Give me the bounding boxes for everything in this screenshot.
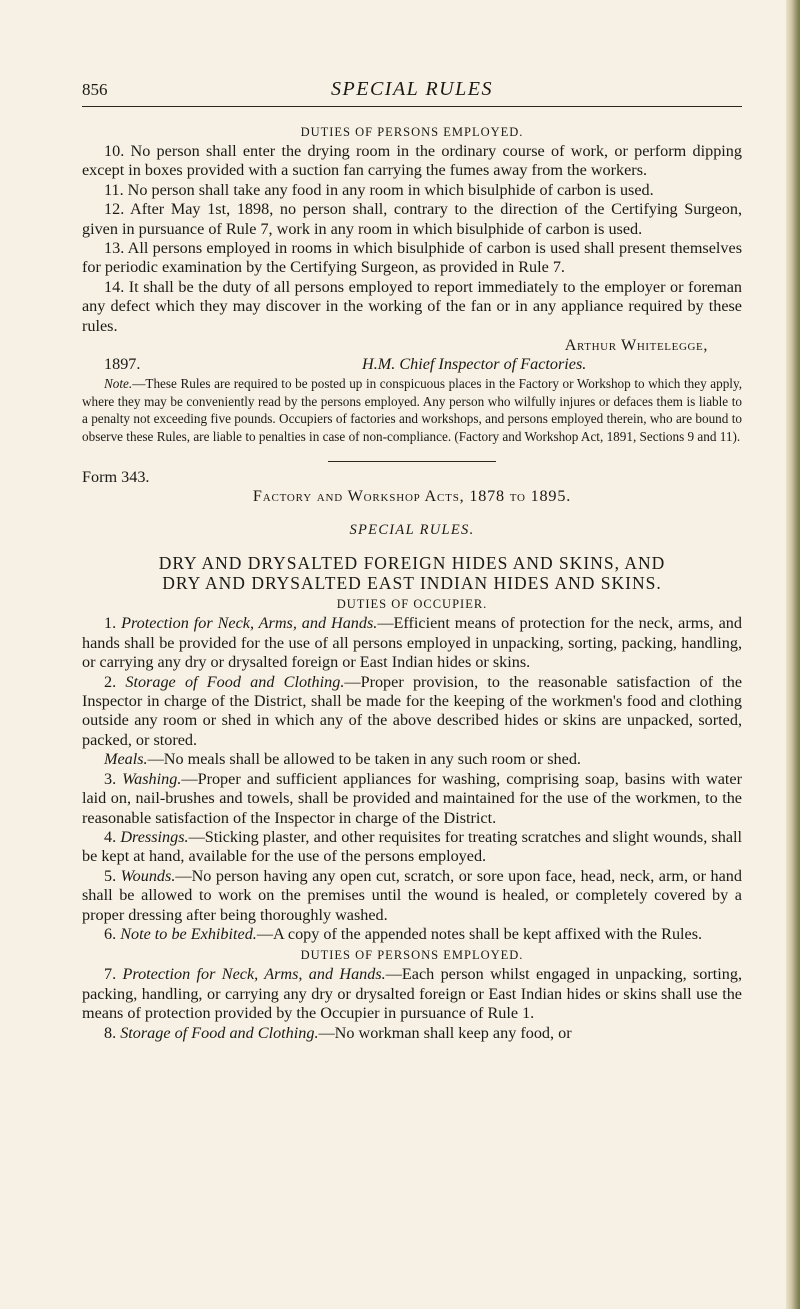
rule-12: 12. After May 1st, 1898, no person shall, contrary to the direction of the Certifying Surgeon, given in pursuance of Rule 7, work in any room in which bisulphide of carbon is used. <box>82 200 742 238</box>
employed-rule-7 <box>82 965 742 1023</box>
rule-number: 3. <box>104 769 117 788</box>
rule-title: Washing. <box>122 769 182 788</box>
note-text: —These Rules are required to be posted up in conspicuous places in the Factory or Workshop to which they apply, where they may be conveniently read by the persons employed. Any person who wilfully injures or defaces them is liable to a penalty not exceeding five pounds. Occupiers of factories and workshops, and persons employed therein, who are bound to observe these Rules, are liable to penalties in case of non-compliance. (Factory and Workshop Act, 1891, Sections 9 and 11). <box>82 376 742 444</box>
occupier-heading: DUTIES OF OCCUPIER. <box>336 597 488 612</box>
employed-heading: DUTIES OF PERSONS EMPLOYED. <box>300 948 524 963</box>
signature-line <box>82 355 742 375</box>
rule-title: Storage of Food and Clothing. <box>120 1023 319 1042</box>
rule-title: Storage of Food and Clothing. <box>125 672 345 691</box>
occupier-rule-1 <box>82 614 742 672</box>
signature-name: Arthur Whitelegge, <box>564 336 708 355</box>
rule-text: —A copy of the appended notes shall be kept affixed with the Rules. <box>256 924 703 943</box>
rule-number: 1. <box>104 614 117 633</box>
running-header <box>82 74 742 104</box>
rule-number: 8. <box>104 1023 117 1042</box>
occupier-rule-meals <box>82 750 742 769</box>
rule-number: 4. <box>104 827 117 846</box>
rule-13: 13. All persons employed in rooms in which bisulphide of carbon is used shall present themselves for periodic examination by the Certifying Surgeon, as provided in Rule 7. <box>82 239 742 277</box>
special-rules-heading: SPECIAL RULES. <box>349 522 475 539</box>
rule-text: —Proper provision, to the reasonable satisfaction of the Inspector in charge of the District, shall be made for the keeping of the workmen's food and clothing outside any room or shed in which any of the above described hides or skins are unpacked, sorted, packed, or stored. <box>82 672 743 749</box>
rule-number: 7. <box>104 965 117 984</box>
running-title: SPECIAL RULES <box>331 78 493 100</box>
note-label: Note. <box>104 376 133 392</box>
rule-number: 6. <box>104 924 117 943</box>
rule-text: —Sticking plaster, and other requisites for treating scratches and slight wounds, shall be kept at hand, available for the use of the persons employed. <box>82 827 743 866</box>
occupier-rule-2 <box>82 673 742 751</box>
signature-year: 1897. <box>104 355 141 374</box>
page-edge <box>786 0 800 1309</box>
rule-text: —Efficient means of protection for the neck, arms, and hands shall be provided for the use of all persons employed in unpacking, sorting, packing, handling, or carrying any dry or drysalted foreign or East Indian hides or skins. <box>82 614 742 672</box>
occupier-rule-5 <box>82 867 742 925</box>
page-number: 856 <box>82 80 108 99</box>
note-paragraph <box>82 375 742 445</box>
document-page <box>82 74 742 1043</box>
occupier-rule-3 <box>82 770 742 828</box>
acts-heading: Factory and Workshop Acts, 1878 to 1895. <box>252 487 572 506</box>
occupier-rule-4 <box>82 828 742 867</box>
rule-number: 2. <box>104 672 117 691</box>
occupier-rule-6 <box>82 925 742 944</box>
rule-title: Protection for Neck, Arms, and Hands. <box>122 965 386 984</box>
rule-title: Note to be Exhibited. <box>120 924 257 943</box>
header-rule <box>82 106 742 107</box>
rule-title: Meals. <box>104 750 148 769</box>
rule-text: —No meals shall be allowed to be taken in any such room or shed. <box>147 750 581 769</box>
rule-text: —No person having any open cut, scratch, or sore upon face, head, neck, arm, or hand shall be allowed to work on the premises until the wound is healed, or completely covered by a proper dressing after being thoroughly washed. <box>82 866 742 924</box>
employed-rule-8 <box>82 1024 742 1043</box>
form-number: Form 343. <box>82 468 150 487</box>
rule-text: —Each person whilst engaged in unpacking, sorting, packing, handling, or carrying any dry or drysalted foreign or East Indian hides or skins shall use the means of protection provided by the Occupier in pursuance of Rule 1. <box>82 965 743 1023</box>
rule-10: 10. No person shall enter the drying room in the ordinary course of work, or perform dipping except in boxes provided with a suction fan carrying the fumes away from the workers. <box>82 142 742 180</box>
rule-title: Wounds. <box>120 866 176 885</box>
rule-title: Protection for Neck, Arms, and Hands. <box>121 614 378 633</box>
section-divider <box>328 461 496 462</box>
rule-text: —Proper and sufficient appliances for washing, comprising soap, basins with water laid on, nail-brushes and towels, shall be provided and maintained for the use of the workmen, to the reasonable satisfaction of the Inspector in charge of the District. <box>82 769 742 827</box>
rule-number: 5. <box>104 866 117 885</box>
rule-14: 14. It shall be the duty of all persons employed to report immediately to the employer or foreman any defect which they may discover in the working of the fan or in any appliance required by these rules. <box>82 277 742 335</box>
rule-title: Dressings. <box>120 827 189 846</box>
main-title-line1: DRY AND DRYSALTED FOREIGN HIDES AND SKINS, AND <box>158 553 666 574</box>
rule-11: 11. No person shall take any food in any room in which bisulphide of carbon is used. <box>104 180 654 199</box>
rule-text: —No workman shall keep any food, or <box>318 1023 572 1042</box>
section-heading: DUTIES OF PERSONS EMPLOYED. <box>300 125 524 139</box>
main-title-line2: DRY AND DRYSALTED EAST INDIAN HIDES AND SKINS. <box>162 573 662 594</box>
signature-title: H.M. Chief Inspector of Factories. <box>362 355 587 374</box>
